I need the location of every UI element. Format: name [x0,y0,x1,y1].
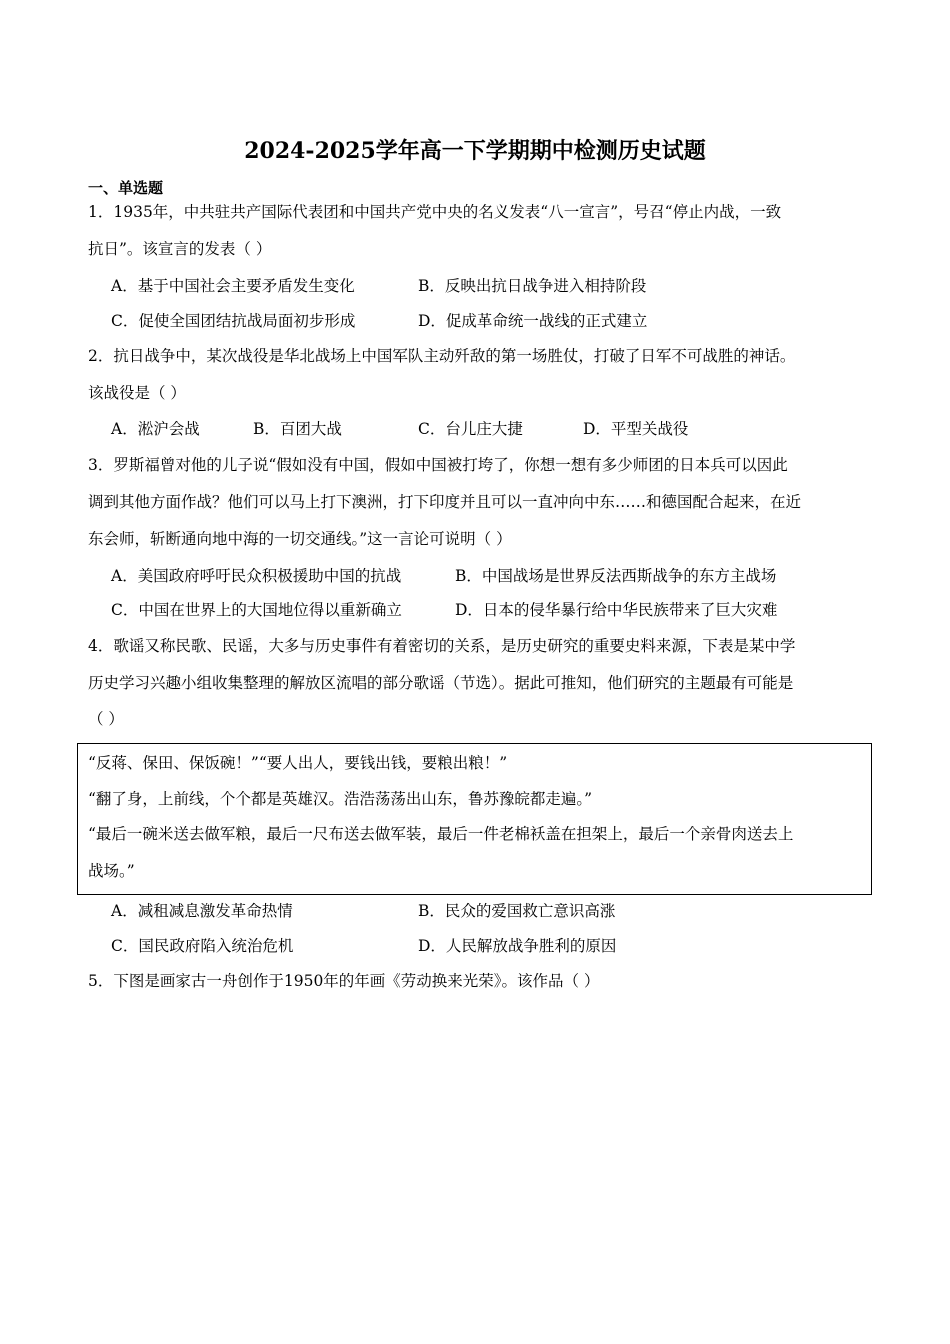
q5-line-1: 5．下图是画家古一舟创作于1950年的年画《劳动换来光荣》。该作品（ ） [88,972,600,990]
q4-ballad-line-1: “反蒋、保田、保饭碗！”“要人出人，要钱出钱，要粮出粮！” [88,754,508,772]
q1-option-a: A．基于中国社会主要矛盾发生变化 [111,277,355,295]
q4-ballad-line-2: “翻了身，上前线，个个都是英雄汉。浩浩荡荡出山东，鲁苏豫皖都走遍。” [88,790,593,808]
q1-line-1: 1．1935年，中共驻共产国际代表团和中国共产党中央的名义发表“八一宣言”，号召“停止内战，一致 [88,203,782,221]
q4-option-b: B．民众的爱国救亡意识高涨 [418,902,616,920]
q4-ballad-line-3: “最后一碗米送去做军粮，最后一尺布送去做军装，最后一件老棉袄盖在担架上，最后一个亲骨肉送去上 [88,825,794,843]
q4-option-a: A．减租减息激发革命热情 [111,902,293,920]
q1-option-c: C．促使全国团结抗战局面初步形成 [111,312,356,330]
q3-option-d: D．日本的侵华暴行给中华民族带来了巨大灾难 [455,601,778,619]
q2-option-c: C．台儿庄大捷 [418,420,523,438]
q3-line-2: 调到其他方面作战？他们可以马上打下澳洲，打下印度并且可以一直冲向中东……和德国配合起来，在近 [88,493,802,511]
q3-option-a: A．美国政府呼吁民众积极援助中国的抗战 [111,567,402,585]
q4-line-3: （ ） [88,710,124,728]
q1-option-b: B．反映出抗日战争进入相持阶段 [418,277,647,295]
q2-line-1: 2．抗日战争中，某次战役是华北战场上中国军队主动歼敌的第一场胜仗，打破了日军不可战胜的神话。 [88,347,796,365]
q3-option-c: C．中国在世界上的大国地位得以重新确立 [111,601,402,619]
q2-option-a: A．淞沪会战 [111,420,200,438]
q4-option-c: C．国民政府陷入统治危机 [111,937,294,955]
q2-option-d: D．平型关战役 [583,420,689,438]
q4-line-2: 历史学习兴趣小组收集整理的解放区流唱的部分歌谣（节选）。据此可推知，他们研究的主题最有可能是 [88,674,794,692]
q2-line-2: 该战役是（ ） [88,384,186,402]
q2-option-b: B．百团大战 [253,420,342,438]
q3-line-3: 东会师，斩断通向地中海的一切交通线。”这一言论可说明（ ） [88,530,512,548]
q4-ballad-line-4: 战场。” [88,862,135,880]
q3-option-b: B．中国战场是世界反法西斯战争的东方主战场 [455,567,777,585]
q4-ballad-box [77,743,872,895]
q1-line-2: 抗日”。该宣言的发表（ ） [88,240,272,258]
q1-option-d: D．促成革命统一战线的正式建立 [418,312,648,330]
section-heading: 一、单选题 [88,179,164,197]
q4-option-d: D．人民解放战争胜利的原因 [418,937,617,955]
q4-line-1: 4．歌谣又称民歌、民谣，大多与历史事件有着密切的关系，是历史研究的重要史料来源，下表是某中学 [88,637,796,655]
page-title: 2024-2025学年高一下学期期中检测历史试题 [244,138,706,164]
q3-line-1: 3．罗斯福曾对他的儿子说“假如没有中国，假如中国被打垮了，你想一想有多少师团的日本兵可以因此 [88,456,788,474]
